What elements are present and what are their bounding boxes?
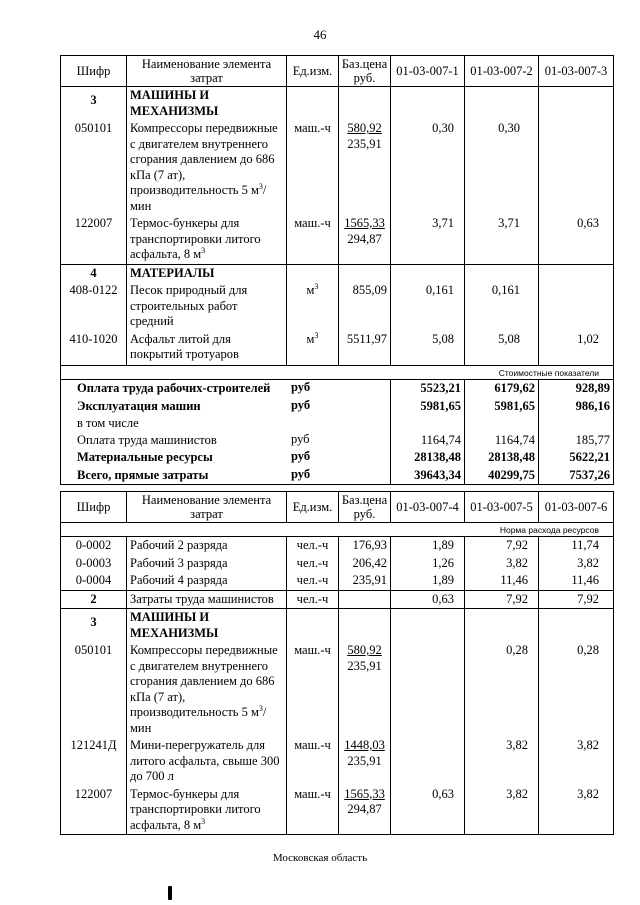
section-row [61, 87, 614, 121]
section-code: 3 [61, 87, 127, 121]
summary-unit: руб [291, 449, 311, 463]
row-value-3: 1,02 [539, 331, 614, 366]
header-unit: Ед.изм. [287, 56, 339, 87]
summary-value-1: 5523,21 [391, 380, 465, 398]
summary-value-3: 5622,21 [539, 449, 614, 467]
row-unit: $м^3$ [287, 282, 339, 331]
row-price: 1565,33 294,87 [339, 215, 391, 264]
row-code: 408-0122 [61, 282, 127, 331]
row-value-2: 3,82 [465, 555, 539, 573]
header-col-3: 01-03-007-3 [539, 56, 614, 87]
row-unit: маш.-ч [287, 786, 339, 835]
row-value-1 [391, 737, 465, 786]
row-code: 0-0002 [61, 537, 127, 555]
summary-value-3: 986,16 [539, 398, 614, 416]
row-code: 050101 [61, 642, 127, 737]
row-code: 0-0003 [61, 555, 127, 573]
row-value-2: 3,71 [465, 215, 539, 264]
norm-caption-row [61, 523, 614, 537]
row-code: 0-0004 [61, 572, 127, 590]
table-header [61, 492, 614, 523]
header-col-2: 01-03-007-2 [465, 56, 539, 87]
summary-unit: руб [291, 466, 311, 481]
section-title: Затраты труда машинистов [127, 590, 287, 609]
summary-value-2: 6179,62 [465, 380, 539, 398]
row-price: 176,93 [339, 537, 391, 555]
summary-value-1: 28138,48 [391, 449, 465, 467]
row-name: Компрессоры передвижные с двигателем внутреннего сгорания давлением до 686 кПа (7 ат), производительность 5 $м^3$/мин [127, 642, 287, 737]
section-title: МАШИНЫ И МЕХАНИЗМЫ [127, 609, 287, 643]
row-code: 050101 [61, 120, 127, 215]
row-value-3 [539, 282, 614, 331]
row-name: Компрессоры передвижные с двигателем внутреннего сгорания давлением до 686 кПа (7 ат), производительность 5 $м^3$/мин [127, 120, 287, 215]
table-row [61, 215, 614, 264]
row-code: 121241Д [61, 737, 127, 786]
summary-value-2: 40299,75 [465, 467, 539, 485]
section-row [61, 590, 614, 609]
row-price: 1448,03 235,91 [339, 737, 391, 786]
header-unit: Ед.изм. [287, 492, 339, 523]
summary-label: в том числе [77, 416, 139, 430]
table-row [61, 120, 614, 215]
row-price: 206,42 [339, 555, 391, 573]
summary-label: Оплата труда машинистов [77, 432, 217, 447]
row-name: Термос-бункеры для транспортировки литого асфальта, 8 $м^3$ [127, 786, 287, 835]
summary-value-3: 7537,26 [539, 467, 614, 485]
row-price: 580,92 235,91 [339, 120, 391, 215]
section-row [61, 609, 614, 643]
row-value-2: 7,92 [465, 590, 539, 609]
summary-value-3: 928,89 [539, 380, 614, 398]
row-value-1: 0,63 [391, 590, 465, 609]
section-code: 3 [61, 609, 127, 643]
row-value-1 [391, 642, 465, 737]
row-unit: чел.-ч [287, 537, 339, 555]
summary-value-2: 5981,65 [465, 398, 539, 416]
summary-value-3: 185,77 [539, 432, 614, 450]
row-value-3: 3,82 [539, 555, 614, 573]
summary-unit: руб [291, 431, 310, 446]
table-row [61, 331, 614, 366]
row-unit: чел.-ч [287, 572, 339, 590]
row-value-3: 3,82 [539, 786, 614, 835]
page-footer: Московская область [272, 852, 368, 864]
summary-unit: руб [291, 397, 311, 412]
row-value-1: 1,89 [391, 572, 465, 590]
summary-row [61, 380, 614, 398]
row-price: 5511,97 [339, 331, 391, 366]
header-col-1: 01-03-007-4 [391, 492, 465, 523]
row-value-2: 7,92 [465, 537, 539, 555]
row-value-3: 7,92 [539, 590, 614, 609]
header-code: Шифр [61, 492, 127, 523]
table-row [61, 572, 614, 590]
summary-label: Эксплуатация машин [77, 398, 201, 413]
summary-value-2: 1164,74 [465, 432, 539, 450]
summary-value-1: 39643,34 [391, 467, 465, 485]
table-row [61, 555, 614, 573]
section-title: МАШИНЫ И МЕХАНИЗМЫ [127, 87, 287, 121]
row-code: 122007 [61, 786, 127, 835]
row-value-2: 3,82 [465, 737, 539, 786]
row-value-3: 11,46 [539, 572, 614, 590]
header-name: Наименование элемента затрат [127, 56, 287, 87]
summary-row [61, 449, 614, 467]
row-value-2: 0,30 [465, 120, 539, 215]
row-unit: маш.-ч [287, 642, 339, 737]
summary-row [61, 467, 614, 485]
scan-mark [168, 886, 172, 900]
row-value-1: 0,63 [391, 786, 465, 835]
table-row [61, 282, 614, 331]
row-name: Песок природный для строительных работ средний [127, 282, 287, 331]
row-unit: маш.-ч [287, 215, 339, 264]
row-value-2: 5,08 [465, 331, 539, 366]
page-number: 46 [313, 27, 327, 42]
header-price: Баз.цена руб. [339, 56, 391, 87]
row-unit: маш.-ч [287, 120, 339, 215]
row-value-1: 3,71 [391, 215, 465, 264]
summary-value-2: 28138,48 [465, 449, 539, 467]
row-value-3: 3,82 [539, 737, 614, 786]
row-value-1: 5,08 [391, 331, 465, 366]
row-value-1: 1,26 [391, 555, 465, 573]
row-code: 122007 [61, 215, 127, 264]
row-value-3: 0,28 [539, 642, 614, 737]
summary-label: Всего, прямые затраты [77, 467, 209, 482]
header-code: Шифр [61, 56, 127, 87]
row-code: 410-1020 [61, 331, 127, 366]
header-name: Наименование элемента затрат [127, 492, 287, 523]
summary-unit: руб [291, 380, 311, 394]
norm-caption: Норма расхода ресурсов [61, 523, 614, 537]
summary-row [61, 398, 614, 416]
row-value-1: 1,89 [391, 537, 465, 555]
header-price: Баз.цена руб. [339, 492, 391, 523]
section-code: 2 [61, 590, 127, 609]
row-name: Рабочий 4 разряда [127, 572, 287, 590]
row-name: Термос-бункеры для транспортировки литого асфальта, 8 $м^3$ [127, 215, 287, 264]
resource-table-2 [60, 491, 614, 835]
row-value-3: 0,63 [539, 215, 614, 264]
summary-row [61, 432, 614, 450]
row-value-2: 0,161 [465, 282, 539, 331]
row-value-2: 11,46 [465, 572, 539, 590]
table-row [61, 537, 614, 555]
row-name: Рабочий 2 разряда [127, 537, 287, 555]
summary-row [61, 415, 614, 432]
summary-label: Оплата труда рабочих-строителей [77, 381, 271, 395]
row-name: Мини-перегружатель для литого асфальта, свыше 300 до 700 л [127, 737, 287, 786]
table-row [61, 786, 614, 835]
row-unit: $м^3$ [287, 331, 339, 366]
table-row [61, 737, 614, 786]
section-title: МАТЕРИАЛЫ [127, 264, 287, 282]
section-code: 4 [61, 264, 127, 282]
header-col-2: 01-03-007-5 [465, 492, 539, 523]
row-price: 855,09 [339, 282, 391, 331]
row-price: 235,91 [339, 572, 391, 590]
row-value-2: 3,82 [465, 786, 539, 835]
resource-table-1 [60, 55, 614, 485]
summary-label: Материальные ресурсы [77, 450, 213, 464]
row-price: 580,92 235,91 [339, 642, 391, 737]
summary-value-1: 1164,74 [391, 432, 465, 450]
summary-value-1: 5981,65 [391, 398, 465, 416]
row-value-3: 11,74 [539, 537, 614, 555]
summary-caption-row [61, 366, 614, 380]
row-value-1: 0,30 [391, 120, 465, 215]
row-value-1: 0,161 [391, 282, 465, 331]
row-name: Рабочий 3 разряда [127, 555, 287, 573]
section-row [61, 264, 614, 282]
table-header [61, 56, 614, 87]
row-price: 1565,33 294,87 [339, 786, 391, 835]
row-value-3 [539, 120, 614, 215]
row-value-2: 0,28 [465, 642, 539, 737]
header-col-1: 01-03-007-1 [391, 56, 465, 87]
row-unit: чел.-ч [287, 555, 339, 573]
summary-caption: Стоимостные показатели [61, 366, 614, 380]
header-col-3: 01-03-007-6 [539, 492, 614, 523]
row-unit: чел.-ч [287, 590, 339, 609]
table-row [61, 642, 614, 737]
row-name: Асфальт литой для покрытий тротуаров [127, 331, 287, 366]
row-unit: маш.-ч [287, 737, 339, 786]
